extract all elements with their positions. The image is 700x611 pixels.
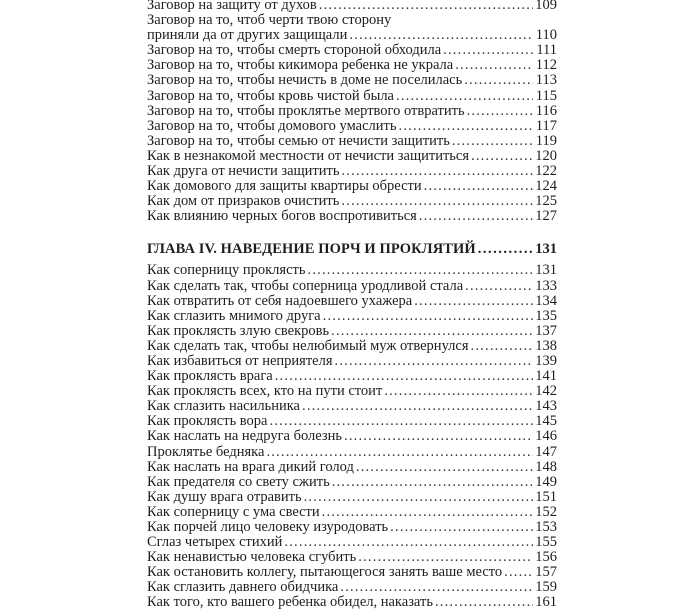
- toc-entry-title: Заговор на защиту от духов: [147, 0, 317, 13]
- toc-entry: [147, 580, 557, 595]
- table-of-contents-page: [147, 0, 557, 611]
- toc-entry-title: Как проклясть всех, кто на пути стоит: [147, 383, 383, 400]
- toc-entry: [147, 505, 557, 520]
- toc-entry: [147, 13, 557, 43]
- toc-entry-page: 139: [535, 352, 557, 369]
- toc-entry: [147, 520, 557, 535]
- toc-entry-title: Как предателя со свету сжить: [147, 473, 330, 490]
- toc-entry-title-line1: Заговор на то, чтоб черти твою сторону: [147, 12, 392, 29]
- toc-entry: [147, 595, 557, 610]
- toc-entry: [147, 399, 557, 414]
- toc-entry-title: Заговор на то, чтобы кровь чистой была: [147, 87, 394, 104]
- chapter-title: ГЛАВА IV. НАВЕДЕНИЕ ПОРЧ И ПРОКЛЯТИЙ: [147, 241, 476, 258]
- toc-entry-title: Как дом от призраков очистить: [147, 193, 340, 210]
- toc-entry-title: Как соперницу с ума свести: [147, 503, 320, 520]
- toc-entry-title: Как влиянию черных богов воспротивиться: [147, 208, 417, 225]
- toc-entry-title: Как остановить коллегу, пытающегося занять ваше место: [147, 564, 503, 581]
- toc-leader-dots: [467, 104, 533, 119]
- toc-entry-page: 161: [535, 594, 557, 611]
- toc-entry-title: Как проклясть злую свекровь: [147, 322, 330, 339]
- toc-leader-dots: [270, 414, 534, 429]
- toc-entry-page: 148: [535, 458, 557, 475]
- toc-entry: [147, 565, 557, 580]
- toc-leader-dots: [275, 369, 533, 384]
- toc-leader-dots: [323, 309, 533, 324]
- toc-entry-page: 117: [535, 117, 557, 134]
- toc-entry-page: 120: [535, 147, 557, 164]
- chapter-page: 131: [535, 241, 557, 258]
- toc-entry: [147, 89, 557, 104]
- toc-leader-dots: [331, 324, 533, 339]
- toc-leader-dots: [452, 134, 533, 149]
- toc-entry-page: 159: [535, 579, 557, 596]
- toc-entry-page: 137: [535, 322, 557, 339]
- toc-entry-page: 116: [535, 102, 557, 119]
- toc-entry-title: Как душу врага отравить: [147, 488, 302, 505]
- toc-entry: [147, 475, 557, 490]
- toc-entry: [147, 149, 557, 164]
- toc-entry-page: 156: [535, 549, 557, 566]
- toc-leader-dots: [504, 565, 533, 580]
- toc-entry-title: Заговор на то, чтобы нечисть в доме не поселилась: [147, 72, 463, 89]
- toc-entry: [147, 43, 557, 58]
- toc-entry: [147, 134, 557, 149]
- toc-entry-title: Как проклясть вора: [147, 413, 268, 430]
- toc-leader-dots: [335, 354, 533, 369]
- chapter-heading: [147, 240, 557, 258]
- toc-entry-page: 115: [535, 87, 557, 104]
- toc-leader-dots: [471, 149, 533, 164]
- toc-entry: [147, 535, 557, 550]
- toc-entry-page: 122: [535, 163, 557, 180]
- toc-entry-page: 143: [535, 398, 557, 415]
- toc-entry: [147, 384, 557, 399]
- toc-entry: [147, 369, 557, 384]
- toc-leader-dots: [349, 28, 533, 43]
- toc-entry: [147, 445, 557, 460]
- toc-leader-dots: [266, 445, 533, 460]
- toc-entry-page: 113: [535, 72, 557, 89]
- toc-entry-page: 146: [535, 428, 557, 445]
- toc-entry: [147, 179, 557, 194]
- toc-entry-page: 153: [535, 519, 557, 535]
- toc-entry-title: Как наслать на врага дикий голод: [147, 458, 354, 475]
- toc-entry-title: Как сделать так, чтобы нелюбимый муж отвернулся: [147, 337, 469, 354]
- toc-leader-dots: [384, 384, 533, 399]
- toc-leader-dots: [390, 520, 533, 535]
- toc-leader-dots: [344, 429, 533, 444]
- toc-entry: [147, 279, 557, 294]
- toc-entry-page: 124: [535, 178, 557, 195]
- toc-entry-title: Как соперницу проклясть: [147, 262, 306, 279]
- toc-entry-page: 109: [535, 0, 557, 13]
- toc-entry-title-line2: приняли да от других защищали: [147, 27, 348, 44]
- toc-entry-page: 127: [535, 208, 557, 225]
- toc-entry: [147, 414, 557, 429]
- toc-leader-dots: [478, 240, 533, 258]
- toc-entry-title: Как ненавистью человека сгубить: [147, 549, 357, 566]
- toc-entry-page: 142: [535, 383, 557, 400]
- toc-entry-title: Как проклясть врага: [147, 368, 273, 385]
- toc-leader-dots: [424, 179, 533, 194]
- toc-entry: [147, 209, 557, 224]
- toc-entry: [147, 104, 557, 119]
- toc-leader-dots: [341, 194, 533, 209]
- toc-entry-page: 152: [535, 503, 557, 520]
- toc-entry: [147, 354, 557, 369]
- toc-leader-dots: [340, 580, 533, 595]
- toc-entry-title: Как того, кто вашего ребенка обидел, наказать: [147, 594, 433, 611]
- toc-entry: [147, 294, 557, 309]
- toc-entry: [147, 309, 557, 324]
- toc-entry: [147, 164, 557, 179]
- toc-leader-dots: [322, 505, 533, 520]
- toc-leader-dots: [284, 535, 533, 550]
- toc-entry-title: Заговор на то, чтобы проклятье мертвого отвратить: [147, 102, 465, 119]
- toc-leader-dots: [414, 294, 533, 309]
- toc-entry-title: Проклятье бедняка: [147, 443, 265, 460]
- toc-entry: [147, 339, 557, 354]
- toc-entry-title: Как сглазить насильника: [147, 398, 300, 415]
- toc-entry-title: Заговор на то, чтобы кикимора ребенка не украла: [147, 57, 454, 74]
- toc-section-chapter-4: [147, 263, 557, 610]
- toc-entry: [147, 460, 557, 475]
- toc-leader-dots: [464, 73, 533, 88]
- toc-entry-page: 157: [535, 564, 557, 581]
- toc-entry-title: Как домового для защиты квартиры обрести: [147, 178, 422, 195]
- toc-entry-title: Как избавиться от неприятеля: [147, 352, 333, 369]
- toc-entry-page: 134: [535, 292, 557, 309]
- toc-entry: [147, 73, 557, 88]
- toc-section-previous-chapter: [147, 0, 557, 224]
- toc-entry: [147, 263, 557, 278]
- toc-entry-page: 111: [536, 42, 557, 59]
- toc-entry-title: Как друга от нечисти защитить: [147, 163, 340, 180]
- toc-entry-title: Заговор на то, чтобы семью от нечисти защитить: [147, 132, 450, 149]
- toc-leader-dots: [443, 43, 533, 58]
- toc-leader-dots: [465, 279, 533, 294]
- toc-entry: [147, 429, 557, 444]
- toc-leader-dots: [332, 475, 533, 490]
- toc-entry-page: 138: [535, 337, 557, 354]
- toc-entry-page: 119: [535, 132, 557, 149]
- toc-entry-page: 125: [535, 193, 557, 210]
- toc-leader-dots: [356, 460, 533, 475]
- toc-entry-title: Как сглазить давнего обидчика: [147, 579, 339, 596]
- toc-leader-dots: [455, 58, 533, 73]
- toc-entry-title: Как сделать так, чтобы соперница уродливой стала: [147, 277, 464, 294]
- toc-leader-dots: [341, 164, 533, 179]
- toc-entry-page: 141: [535, 368, 557, 385]
- toc-leader-dots: [396, 89, 533, 104]
- toc-entry-page: 151: [535, 488, 557, 505]
- toc-entry-page: 110: [535, 27, 557, 44]
- toc-leader-dots: [304, 490, 533, 505]
- toc-leader-dots: [302, 399, 533, 414]
- toc-entry-page: 149: [535, 473, 557, 490]
- toc-entry-page: 145: [535, 413, 557, 430]
- toc-entry-page: 155: [535, 534, 557, 551]
- toc-entry: [147, 58, 557, 73]
- toc-entry: [147, 194, 557, 209]
- toc-entry-title: Как порчей лицо человеку изуродовать: [147, 519, 389, 535]
- toc-leader-dots: [307, 263, 533, 278]
- toc-leader-dots: [419, 209, 533, 224]
- toc-leader-dots: [399, 119, 534, 134]
- toc-entry: [147, 490, 557, 505]
- toc-entry-title: Как наслать на недруга болезнь: [147, 428, 342, 445]
- toc-entry: [147, 550, 557, 565]
- toc-entry-title: Сглаз четырех стихий: [147, 534, 283, 551]
- toc-entry: [147, 324, 557, 339]
- toc-entry-line2: [147, 28, 557, 43]
- toc-leader-dots: [435, 595, 533, 610]
- toc-entry-title: Как отвратить от себя надоевшего ухажера: [147, 292, 413, 309]
- toc-entry-page: 112: [535, 57, 557, 74]
- toc-entry-page: 135: [535, 307, 557, 324]
- toc-entry-page: 133: [535, 277, 557, 294]
- toc-entry-page: 131: [535, 262, 557, 279]
- toc-leader-dots: [358, 550, 533, 565]
- toc-entry-title: Заговор на то, чтобы смерть стороной обходила: [147, 42, 442, 59]
- toc-leader-dots: [471, 339, 533, 354]
- toc-entry-title: Как сглазить мнимого друга: [147, 307, 321, 324]
- toc-entry-title: Как в незнакомой местности от нечисти защититься: [147, 147, 470, 164]
- toc-entry-title: Заговор на то, чтобы домового умаслить: [147, 117, 397, 134]
- toc-entry-page: 147: [535, 443, 557, 460]
- toc-entry: [147, 119, 557, 134]
